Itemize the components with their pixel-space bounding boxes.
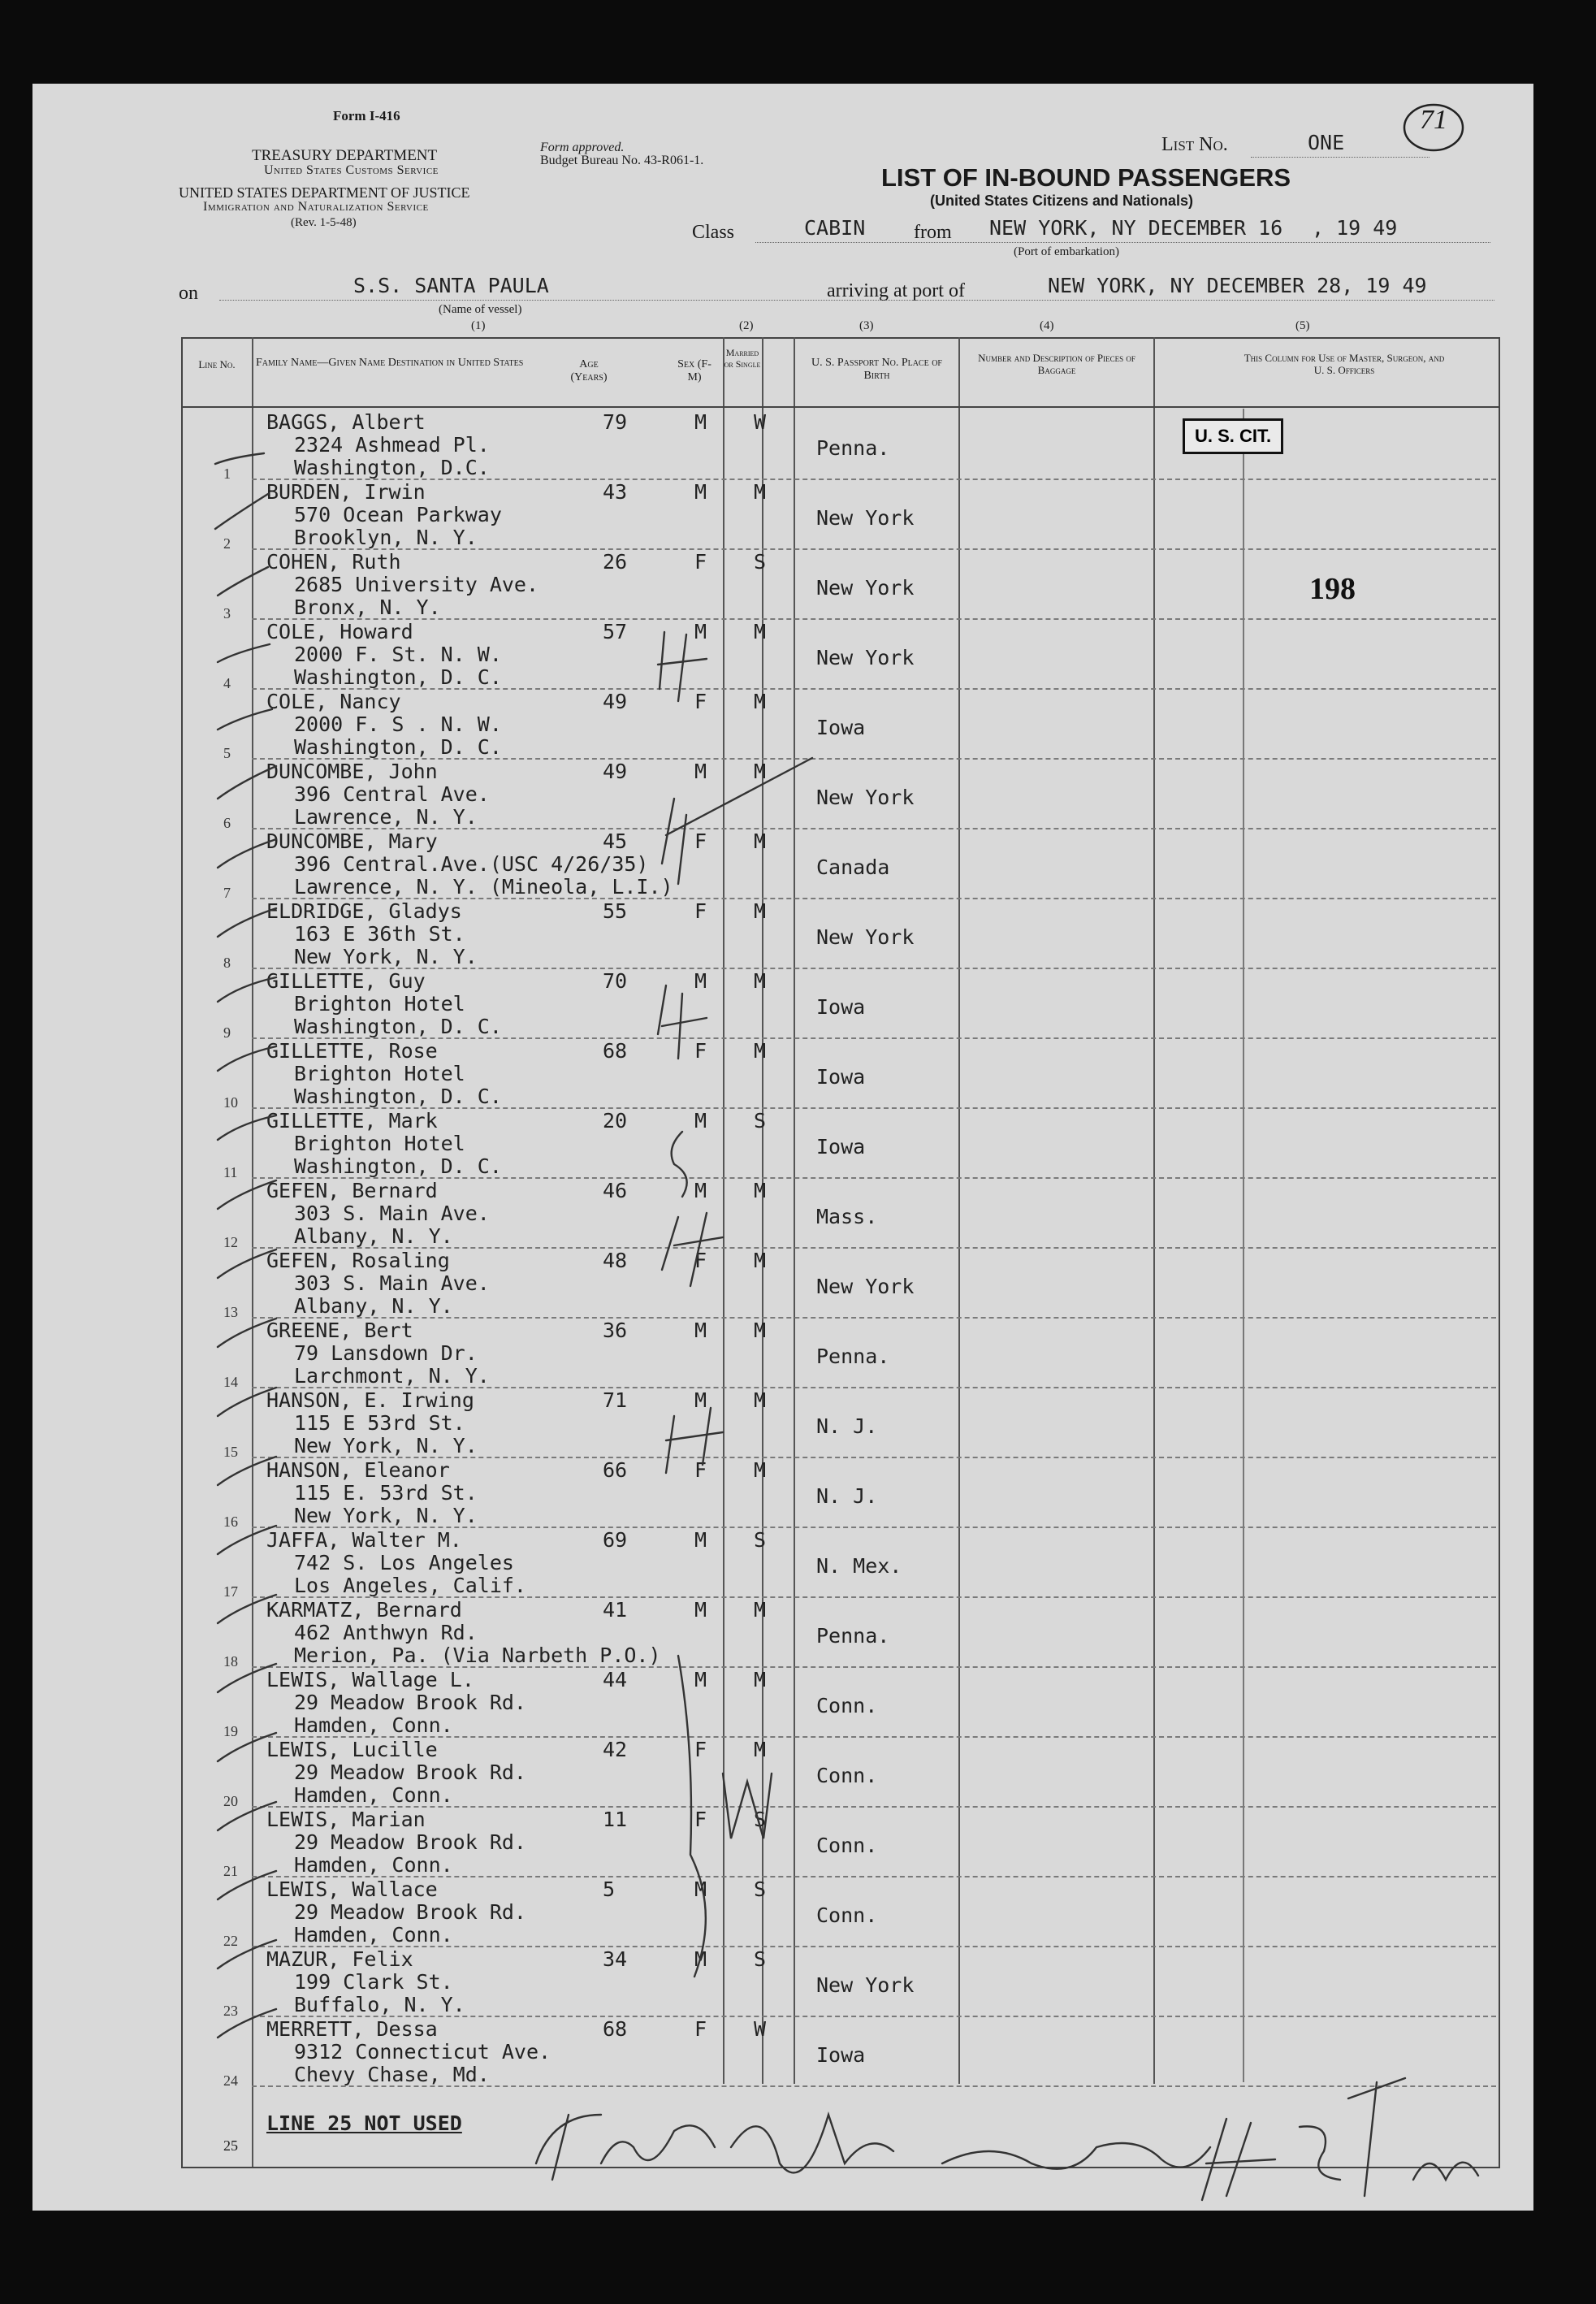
address-line-1: 29 Meadow Brook Rd.: [294, 1830, 526, 1854]
place-of-birth: Penna.: [816, 436, 890, 460]
address-line-2: Buffalo, N. Y.: [294, 1993, 465, 2016]
place-of-birth: New York: [816, 1275, 915, 1298]
passenger-age: 48: [603, 1249, 628, 1272]
passenger-age: 36: [603, 1319, 628, 1342]
port-embarkation-label: (Port of embarkation): [1014, 245, 1119, 258]
passenger-name: KARMATZ, Bernard: [266, 1598, 462, 1622]
address-line-1: 29 Meadow Brook Rd.: [294, 1691, 526, 1714]
address-line-2: New York, N. Y.: [294, 1434, 478, 1457]
passenger-sex: M: [694, 969, 707, 993]
header-baggage: Number and Description of Pieces of Baggage: [978, 352, 1135, 376]
passenger-age: 11: [603, 1808, 628, 1831]
budget-bureau: Budget Bureau No. 43-R061-1.: [540, 154, 704, 167]
from-label: from: [914, 222, 952, 243]
passenger-age: 70: [603, 969, 628, 993]
address-line-2: Albany, N. Y.: [294, 1224, 453, 1248]
row-line-number: 15: [223, 1444, 238, 1460]
line-25-note: LINE 25 NOT USED: [266, 2111, 462, 2135]
from-value: NEW YORK, NY DECEMBER 16: [989, 216, 1283, 240]
arriving-value: NEW YORK, NY DECEMBER 28, 19 49: [1048, 274, 1427, 297]
address-line-1: 303 S. Main Ave.: [294, 1202, 490, 1225]
passenger-name: GILLETTE, Mark: [266, 1109, 438, 1133]
passenger-name: DUNCOMBE, John: [266, 760, 438, 783]
passenger-sex: M: [694, 620, 707, 643]
passenger-age: 79: [603, 410, 628, 434]
marital-status: M: [754, 1249, 767, 1272]
class-value: CABIN: [804, 216, 866, 240]
place-of-birth: Conn.: [816, 1764, 878, 1787]
marital-status: M: [754, 1598, 767, 1622]
arriving-label: arriving at port of: [827, 280, 965, 301]
passenger-name: LEWIS, Wallage L.: [266, 1668, 474, 1691]
row-line-number: 5: [223, 745, 231, 761]
passenger-age: 43: [603, 480, 628, 504]
vessel-name-label: (Name of vessel): [439, 303, 522, 316]
passenger-name: GEFEN, Rosaling: [266, 1249, 450, 1272]
row-line-number: 9: [223, 1024, 231, 1041]
address-line-2: Hamden, Conn.: [294, 1853, 453, 1877]
on-label: on: [179, 283, 198, 304]
passenger-age: 49: [603, 760, 628, 783]
passenger-sex: M: [694, 1388, 707, 1412]
row-line-number: 14: [223, 1374, 238, 1390]
passenger-sex: M: [694, 1319, 707, 1342]
passenger-name: LEWIS, Wallace: [266, 1877, 438, 1901]
row-line-number: 18: [223, 1653, 238, 1670]
place-of-birth: Canada: [816, 855, 890, 879]
address-line-1: 396 Central Ave.: [294, 782, 490, 806]
address-line-1: 29 Meadow Brook Rd.: [294, 1900, 526, 1924]
address-line-2: New York, N. Y.: [294, 1504, 478, 1527]
passenger-age: 57: [603, 620, 628, 643]
marital-status: M: [754, 1179, 767, 1202]
passenger-age: 49: [603, 690, 628, 713]
passenger-sex: M: [694, 1179, 707, 1202]
row-line-number: 3: [223, 605, 231, 621]
passenger-name: JAFFA, Walter M.: [266, 1528, 462, 1552]
dept-treasury: TREASURY DEPARTMENT: [252, 147, 438, 164]
passenger-age: 55: [603, 899, 628, 923]
place-of-birth: N. Mex.: [816, 1554, 902, 1578]
passenger-sex: F: [694, 829, 707, 853]
passenger-sex: F: [694, 550, 707, 574]
passenger-sex: F: [694, 899, 707, 923]
row-line-number: 13: [223, 1304, 238, 1320]
marital-status: M: [754, 1039, 767, 1063]
passenger-sex: F: [694, 1458, 707, 1482]
address-line-2: Los Angeles, Calif.: [294, 1574, 526, 1597]
address-line-1: Brighton Hotel: [294, 992, 465, 1016]
place-of-birth: Mass.: [816, 1205, 878, 1228]
passenger-name: GREENE, Bert: [266, 1319, 413, 1342]
marital-status: W: [754, 2017, 767, 2041]
address-line-1: 115 E. 53rd St.: [294, 1481, 478, 1505]
passenger-age: 34: [603, 1947, 628, 1971]
row-line-number: 22: [223, 1933, 238, 1949]
row-line-number: 1: [223, 466, 231, 482]
address-line-2: Washington, D.C.: [294, 456, 490, 479]
passenger-age: 20: [603, 1109, 628, 1133]
marital-status: M: [754, 760, 767, 783]
passenger-sex: F: [694, 1738, 707, 1761]
place-of-birth: Conn.: [816, 1834, 878, 1857]
row-line-number: 16: [223, 1514, 238, 1530]
header-officers: This Column for Use of Master, Surgeon, and U. S. Officers: [1243, 352, 1445, 376]
address-line-1: 115 E 53rd St.: [294, 1411, 465, 1435]
page-number: 71: [1420, 105, 1447, 135]
row-line-number: 2: [223, 535, 231, 552]
address-line-2: Hamden, Conn.: [294, 1713, 453, 1737]
passenger-name: BAGGS, Albert: [266, 410, 426, 434]
passenger-name: BURDEN, Irwin: [266, 480, 426, 504]
passenger-name: LEWIS, Marian: [266, 1808, 426, 1831]
passenger-sex: F: [694, 1039, 707, 1063]
place-of-birth: Penna.: [816, 1345, 890, 1368]
passenger-age: 45: [603, 829, 628, 853]
address-line-2: Bronx, N. Y.: [294, 595, 441, 619]
place-of-birth: Penna.: [816, 1624, 890, 1648]
form-title: LIST OF IN-BOUND PASSENGERS: [881, 163, 1291, 192]
passenger-sex: M: [694, 410, 707, 434]
address-line-1: 462 Anthwyn Rd.: [294, 1621, 478, 1644]
passenger-name: GILLETTE, Rose: [266, 1039, 438, 1063]
officer-number: 198: [1309, 572, 1356, 606]
address-line-2: New York, N. Y.: [294, 945, 478, 968]
class-label: Class: [692, 222, 735, 243]
passenger-age: 46: [603, 1179, 628, 1202]
marital-status: M: [754, 899, 767, 923]
marital-status: M: [754, 1668, 767, 1691]
signature: [544, 2131, 556, 2132]
header-sex: Sex (F-M): [677, 358, 711, 383]
passenger-age: 26: [603, 550, 628, 574]
address-line-2: Lawrence, N. Y.: [294, 805, 478, 829]
place-of-birth: Iowa: [816, 1135, 866, 1158]
passenger-sex: M: [694, 1598, 707, 1622]
address-line-2: Washington, D. C.: [294, 1154, 502, 1178]
header-married: Married or Single: [724, 347, 761, 370]
col-num-2: (2): [739, 319, 754, 332]
address-line-2: Chevy Chase, Md.: [294, 2063, 490, 2086]
place-of-birth: Conn.: [816, 1903, 878, 1927]
marital-status: S: [754, 1808, 767, 1831]
passenger-age: 5: [603, 1877, 616, 1901]
passenger-age: 71: [603, 1388, 628, 1412]
address-line-1: 2685 University Ave.: [294, 573, 539, 596]
address-line-2: Washington, D. C.: [294, 1015, 502, 1038]
row-line-number: 20: [223, 1793, 238, 1809]
marital-status: S: [754, 1528, 767, 1552]
place-of-birth: N. J.: [816, 1414, 878, 1438]
passenger-sex: M: [694, 1109, 707, 1133]
col-num-4: (4): [1040, 319, 1054, 332]
address-line-1: 9312 Connecticut Ave.: [294, 2040, 551, 2064]
place-of-birth: Iowa: [816, 995, 866, 1019]
passenger-age: 44: [603, 1668, 628, 1691]
address-line-2: Larchmont, N. Y.: [294, 1364, 490, 1388]
passenger-name: LEWIS, Lucille: [266, 1738, 438, 1761]
passenger-age: 68: [603, 2017, 628, 2041]
marital-status: M: [754, 1319, 767, 1342]
col-num-5: (5): [1295, 319, 1310, 332]
address-line-2: Albany, N. Y.: [294, 1294, 453, 1318]
place-of-birth: New York: [816, 786, 915, 809]
passenger-name: MERRETT, Dessa: [266, 2017, 438, 2041]
marital-status: W: [754, 410, 767, 434]
address-line-2: Hamden, Conn.: [294, 1783, 453, 1807]
row-line-number: 4: [223, 675, 231, 691]
passenger-age: 68: [603, 1039, 628, 1063]
marital-status: S: [754, 550, 767, 574]
vessel-name: S.S. SANTA PAULA: [353, 274, 549, 297]
address-line-2: Washington, D. C.: [294, 1085, 502, 1108]
passenger-age: 42: [603, 1738, 628, 1761]
row-line-number: 23: [223, 2003, 238, 2019]
passenger-name: COHEN, Ruth: [266, 550, 401, 574]
address-line-2: Merion, Pa. (Via Narbeth P.O.): [294, 1644, 661, 1667]
passenger-name: HANSON, E. Irwing: [266, 1388, 474, 1412]
address-line-1: 79 Lansdown Dr.: [294, 1341, 478, 1365]
dept-treasury-sub: United States Customs Service: [264, 163, 439, 177]
address-line-2: Brooklyn, N. Y.: [294, 526, 478, 549]
address-line-1: 742 S. Los Angeles: [294, 1551, 514, 1574]
address-line-1: 2000 F. St. N. W.: [294, 643, 502, 666]
address-line-1: Brighton Hotel: [294, 1132, 465, 1155]
address-line-1: 199 Clark St.: [294, 1970, 453, 1994]
list-no-value: ONE: [1308, 131, 1345, 154]
passenger-age: 41: [603, 1598, 628, 1622]
marital-status: S: [754, 1877, 767, 1901]
address-line-1: 2000 F. S . N. W.: [294, 712, 502, 736]
marital-status: S: [754, 1109, 767, 1133]
passenger-sex: M: [694, 1668, 707, 1691]
manifest-sheet: [32, 84, 1533, 2211]
marital-status: M: [754, 1738, 767, 1761]
passenger-age: 66: [603, 1458, 628, 1482]
passenger-name: MAZUR, Felix: [266, 1947, 413, 1971]
passenger-sex: F: [694, 1808, 707, 1831]
header-age: Age (Years): [570, 358, 608, 383]
passenger-name: GEFEN, Bernard: [266, 1179, 438, 1202]
marital-status: M: [754, 969, 767, 993]
place-of-birth: Conn.: [816, 1694, 878, 1717]
address-line-1: 570 Ocean Parkway: [294, 503, 502, 526]
marital-status: M: [754, 480, 767, 504]
marital-status: M: [754, 620, 767, 643]
row-line-number: 17: [223, 1583, 238, 1600]
passenger-sex: M: [694, 760, 707, 783]
dept-justice: UNITED STATES DEPARTMENT OF JUSTICE: [179, 184, 470, 201]
row-line-number: 12: [223, 1234, 238, 1250]
place-of-birth: Iowa: [816, 716, 866, 739]
row-line-number: 21: [223, 1863, 238, 1879]
passenger-sex: M: [694, 480, 707, 504]
address-line-1: 303 S. Main Ave.: [294, 1271, 490, 1295]
place-of-birth: N. J.: [816, 1484, 878, 1508]
address-line-1: 2324 Ashmead Pl.: [294, 433, 490, 457]
row-line-number: 19: [223, 1723, 238, 1739]
row-line-number: 6: [223, 815, 231, 831]
address-line-1: 163 E 36th St.: [294, 922, 465, 946]
place-of-birth: New York: [816, 646, 915, 669]
place-of-birth: Iowa: [816, 1065, 866, 1089]
address-line-1: 29 Meadow Brook Rd.: [294, 1760, 526, 1784]
passenger-sex: F: [694, 1249, 707, 1272]
place-of-birth: New York: [816, 576, 915, 600]
passenger-sex: M: [694, 1877, 707, 1901]
place-of-birth: New York: [816, 506, 915, 530]
form-number: Form I-416: [333, 108, 400, 123]
passenger-age: 69: [603, 1528, 628, 1552]
us-citizen-stamp: U. S. CIT.: [1183, 418, 1283, 454]
marital-status: M: [754, 1458, 767, 1482]
marital-status: M: [754, 690, 767, 713]
header-line-no: Line No.: [198, 358, 236, 370]
place-of-birth: Iowa: [816, 2043, 866, 2067]
row-line-number: 8: [223, 955, 231, 971]
address-line-2: Washington, D. C.: [294, 665, 502, 689]
row-line-number: 24: [223, 2072, 238, 2089]
address-line-1: Brighton Hotel: [294, 1062, 465, 1085]
place-of-birth: New York: [816, 1973, 915, 1997]
address-line-2: Washington, D. C.: [294, 735, 502, 759]
from-year: , 19 49: [1312, 216, 1398, 240]
col-num-3: (3): [859, 319, 874, 332]
header-name: Family Name—Given Name Destination in United States: [256, 357, 524, 369]
passenger-name: COLE, Nancy: [266, 690, 401, 713]
header-passport: U. S. Passport No. Place of Birth: [811, 357, 942, 382]
passenger-name: DUNCOMBE, Mary: [266, 829, 438, 853]
marital-status: M: [754, 829, 767, 853]
passenger-name: COLE, Howard: [266, 620, 413, 643]
list-no-label: List No.: [1161, 134, 1228, 155]
passenger-name: ELDRIDGE, Gladys: [266, 899, 462, 923]
form-approval: Form approved.: [540, 141, 625, 154]
address-line-2: Lawrence, N. Y. (Mineola, L.I.): [294, 875, 673, 899]
passenger-sex: M: [694, 1528, 707, 1552]
row-line-number: 10: [223, 1094, 238, 1111]
col-num-1: (1): [471, 319, 486, 332]
row-line-number: 25: [223, 2137, 238, 2154]
dept-justice-sub: Immigration and Naturalization Service: [203, 200, 429, 214]
marital-status: M: [754, 1388, 767, 1412]
form-revision: (Rev. 1-5-48): [291, 216, 357, 229]
passenger-sex: F: [694, 690, 707, 713]
place-of-birth: New York: [816, 925, 915, 949]
address-line-2: Hamden, Conn.: [294, 1923, 453, 1947]
form-subtitle: (United States Citizens and Nationals): [930, 193, 1194, 209]
handwritten-marks: [32, 84, 1533, 2211]
address-line-1: 396 Central.Ave.(USC 4/26/35): [294, 852, 649, 876]
row-line-number: 7: [223, 885, 231, 901]
marital-status: S: [754, 1947, 767, 1971]
passenger-name: HANSON, Eleanor: [266, 1458, 450, 1482]
passenger-name: GILLETTE, Guy: [266, 969, 426, 993]
passenger-sex: F: [694, 2017, 707, 2041]
row-line-number: 11: [223, 1164, 238, 1180]
passenger-sex: M: [694, 1947, 707, 1971]
